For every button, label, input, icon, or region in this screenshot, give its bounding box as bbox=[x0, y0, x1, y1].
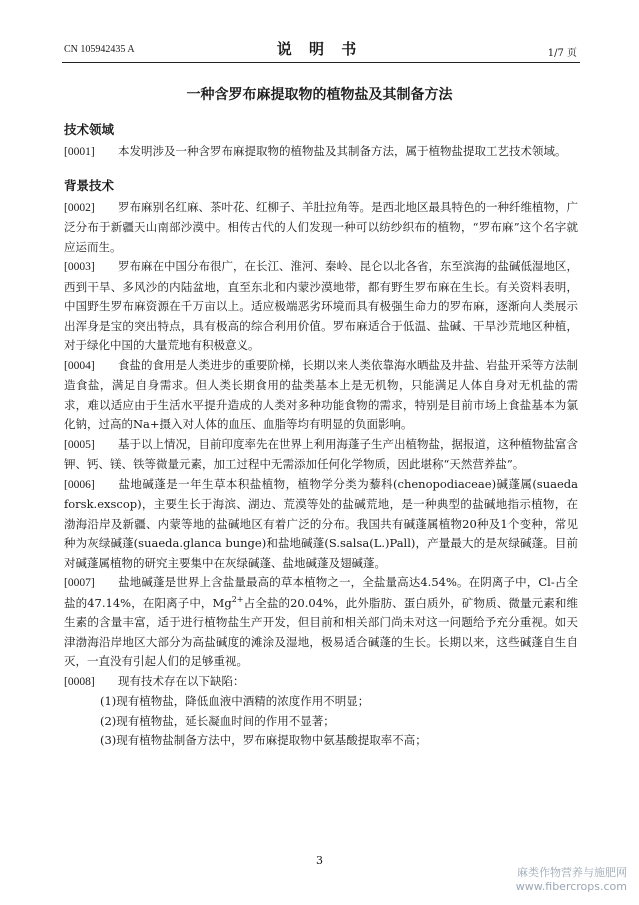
paragraph-0002 bbox=[64, 198, 578, 258]
paragraph-0007 bbox=[64, 573, 578, 672]
paragraph-number: [0005] bbox=[64, 438, 95, 451]
paragraph-text: 盐地碱蓬是一年生草本积盐植物，植物学分类为藜科(chenopodiaceae)碱蓬属(suaeda forsk.exscop)，主要生长于海滨、湖边、荒漠等处的盐碱荒地，是一种典型的盐碱地指示植物，在渤海沿岸及新疆、内蒙等地的盐碱地区有着广泛的分布。我国共有碱蓬属植物20种及1个变种，常见种为灰绿碱蓬(suaeda.glanca bunge)和盐地碱蓬(S.salsa(L.)Pall)，产量最大的是灰绿碱蓬。目前对碱蓬属植物的研究主要集中在灰绿碱蓬、盐地碱蓬及翅碱蓬。 bbox=[64, 476, 578, 570]
paragraph-text: 罗布麻在中国分布很广，在长江、淮河、秦岭、昆仑以北各省，东至滨海的盐碱低湿地区，西到干旱、多风沙的内陆盆地，直至东北和内蒙沙漠地带，都有野生罗布麻在生长。有关资料表明，中国野生罗布麻资源在千万亩以上。适应极端恶劣环境而具有极强生命力的罗布麻，逐渐向人类展示出浑身是宝的突出特点，具有极高的综合利用价值。罗布麻适合于低温、盐碱、干旱沙荒地区种植，对于绿化中国的大量荒地有积极意义。 bbox=[64, 259, 578, 352]
paragraph-number: [0004] bbox=[64, 359, 95, 372]
paragraph-text: 现有技术存在以下缺陷： bbox=[118, 673, 245, 688]
list-item: (3)现有植物盐制备方法中，罗布麻提取物中氨基酸提取率不高； bbox=[100, 733, 427, 747]
page-number: 3 bbox=[316, 854, 323, 867]
paragraph-0004 bbox=[64, 356, 578, 435]
paragraph-number: [0008] bbox=[64, 675, 95, 688]
paragraph-number: [0006] bbox=[64, 478, 95, 491]
document-body bbox=[64, 120, 578, 751]
paragraph-text: 本发明涉及一种含罗布麻提取物的植物盐及其制备方法，属于植物盐提取工艺技术领域。 bbox=[118, 143, 567, 158]
paragraph-0008 bbox=[64, 672, 578, 693]
paragraph-text-a: 盐地碱蓬是世界上含盐量最高的草本植物之一，全盐量高达4.54%。在阴离子中，Cl-占全盐的47.14%，在阳离子中，Mg bbox=[64, 575, 578, 610]
page-indicator: 1/7 页 bbox=[547, 48, 577, 59]
watermark-line-2: www.fibercrops.com bbox=[515, 880, 627, 893]
paragraph-text: 基于以上情况，目前印度率先在世界上利用海蓬子生产出植物盐，据报道，这种植物盐富含钾、钙、镁、铁等微量元素，加工过程中无需添加任何化学物质，因此堪称“天然营养盐”。 bbox=[64, 436, 578, 471]
header-divider bbox=[62, 62, 580, 63]
section-heading-tech-field: 技术领域 bbox=[64, 122, 115, 137]
paragraph-number: [0002] bbox=[64, 201, 95, 214]
patent-number: CN 105942435 A bbox=[64, 44, 135, 55]
paragraph-0003 bbox=[64, 257, 578, 356]
paragraph-0001 bbox=[64, 142, 578, 163]
section-heading-background: 背景技术 bbox=[64, 178, 115, 193]
paragraph-text-b: 占全盐的20.04%，此外脂肪、蛋白质外，矿物质、微量元素和维生素的含量丰富，适于进行植物盐生产开发，但目前和相关部门尚未对这一问题给予充分重视。如天津渤海沿岸地区大部分为高盐碱度的滩涂及湿地，极易适合碱蓬的生长。长期以来，这些碱蓬自生自灭，一直没有引起人们的足够重视。 bbox=[64, 595, 578, 668]
paragraph-number: [0007] bbox=[64, 577, 95, 589]
watermark-line-1: 麻类作物营养与施肥网 bbox=[517, 866, 627, 879]
paragraph-0005 bbox=[64, 435, 578, 475]
paragraph-number: [0001] bbox=[64, 145, 95, 158]
paragraph-number: [0003] bbox=[64, 261, 95, 273]
document-type: 说 明 书 bbox=[276, 40, 363, 58]
paragraph-0006 bbox=[64, 475, 578, 574]
document-title: 一种含罗布麻提取物的植物盐及其制备方法 bbox=[186, 87, 453, 103]
site-watermark bbox=[516, 866, 627, 894]
superscript-charge: 2+ bbox=[231, 594, 244, 604]
list-item: (1)现有植物盐，降低血液中酒精的浓度作用不明显； bbox=[100, 694, 370, 708]
paragraph-text: 食盐的食用是人类进步的重要阶梯，长期以来人类依靠海水晒盐及井盐、岩盐开采等方法制造食盐，满足自身需求。但人类长期食用的盐类基本上是无机物，只能满足人体自身对无机盐的需求，难以适应由于生活水平提升造成的人类对多种功能食物的需求，特别是目前市场上食盐基本为氯化钠，过高的Na+摄入对人体的血压、血脂等均有明显的负面影响。 bbox=[64, 357, 578, 431]
list-item: (2)现有植物盐，延长凝血时间的作用不显著； bbox=[100, 713, 335, 728]
paragraph-text: 罗布麻别名红麻、茶叶花、红柳子、羊肚拉角等。是西北地区最具特色的一种纤维植物，广泛分布于新疆天山南部沙漠中。相传古代的人们发现一种可以纺纱织布的植物，“罗布麻”这个名字就应运而生。 bbox=[64, 199, 578, 254]
